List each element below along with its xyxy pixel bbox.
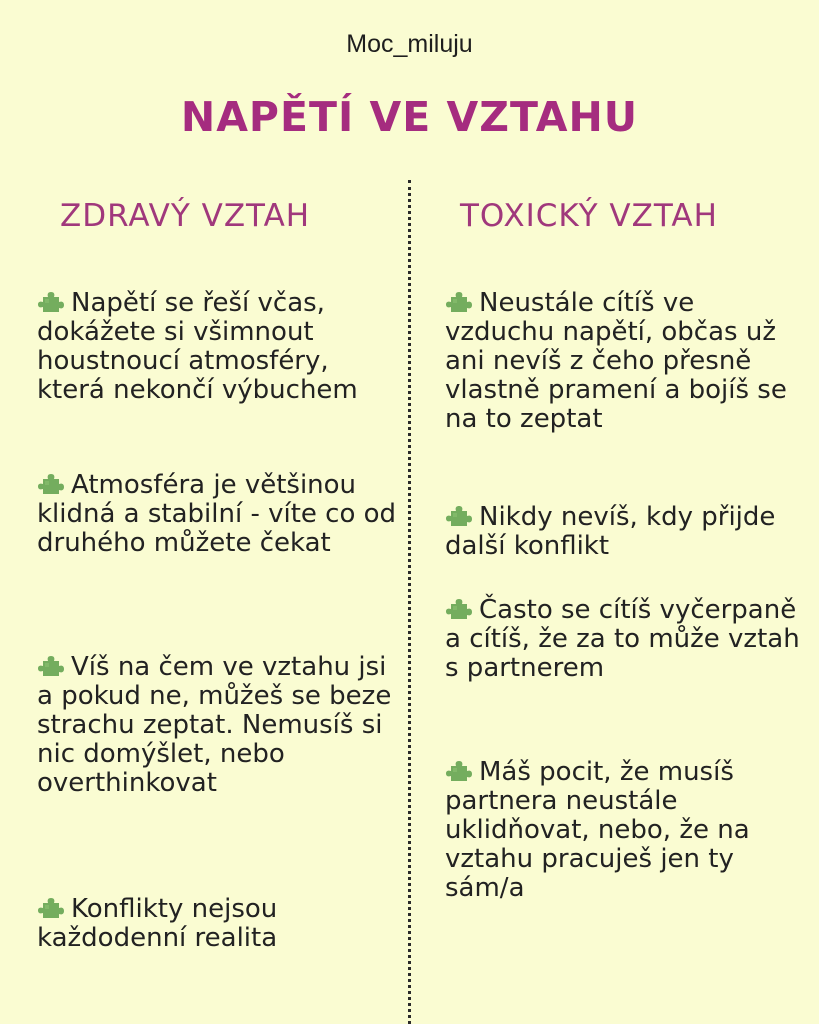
- column-divider: [408, 180, 411, 1024]
- healthy-item-text: Napětí se řeší včas, dokážete si všimnout houstnoucí atmosféry, která nekončí výbuchem: [37, 288, 358, 405]
- puzzle-piece-icon: [445, 596, 473, 620]
- healthy-heading: ZDRAVÝ VZTAH: [60, 198, 311, 234]
- toxic-item-3: [445, 596, 805, 683]
- toxic-item-text: Neustále cítíš ve vzduchu napětí, občas už ani nevíš z čeho přesně vlastně pramení a bojíš se na to zeptat: [445, 288, 787, 434]
- healthy-item-text: Víš na čem ve vztahu jsi a pokud ne, můžeš se beze strachu zeptat. Nemusíš si nic domýšlet, nebo overthinkovat: [37, 652, 392, 798]
- puzzle-piece-icon: [445, 289, 473, 313]
- healthy-item-text: Atmosféra je většinou klidná a stabilní - víte co od druhého můžete čekat: [37, 470, 397, 558]
- toxic-item-text: Máš pocit, že musíš partnera neustále uklidňovat, nebo, že na vztahu pracuješ jen ty sám/a: [445, 757, 750, 903]
- page-title: NAPĚTÍ VE VZTAHU: [180, 93, 639, 141]
- healthy-item-2: [37, 471, 397, 558]
- healthy-item-text: Konflikty nejsou každodenní realita: [37, 894, 278, 953]
- healthy-item-4: [37, 895, 397, 953]
- toxic-item-text: Nikdy nevíš, kdy přijde další konflikt: [445, 502, 776, 561]
- healthy-item-1: [37, 289, 397, 405]
- puzzle-piece-icon: [445, 503, 473, 527]
- puzzle-piece-icon: [37, 895, 65, 919]
- toxic-heading: TOXICKÝ VZTAH: [460, 198, 718, 234]
- toxic-item-text: Často se cítíš vyčerpaně a cítíš, že za to může vztah s partnerem: [445, 595, 800, 683]
- toxic-item-4: [445, 758, 805, 903]
- toxic-item-2: [445, 503, 805, 561]
- toxic-item-1: [445, 289, 805, 434]
- puzzle-piece-icon: [37, 471, 65, 495]
- puzzle-piece-icon: [37, 289, 65, 313]
- account-handle: Moc_miluju: [346, 30, 473, 58]
- puzzle-piece-icon: [445, 758, 473, 782]
- healthy-item-3: [37, 653, 397, 798]
- puzzle-piece-icon: [37, 653, 65, 677]
